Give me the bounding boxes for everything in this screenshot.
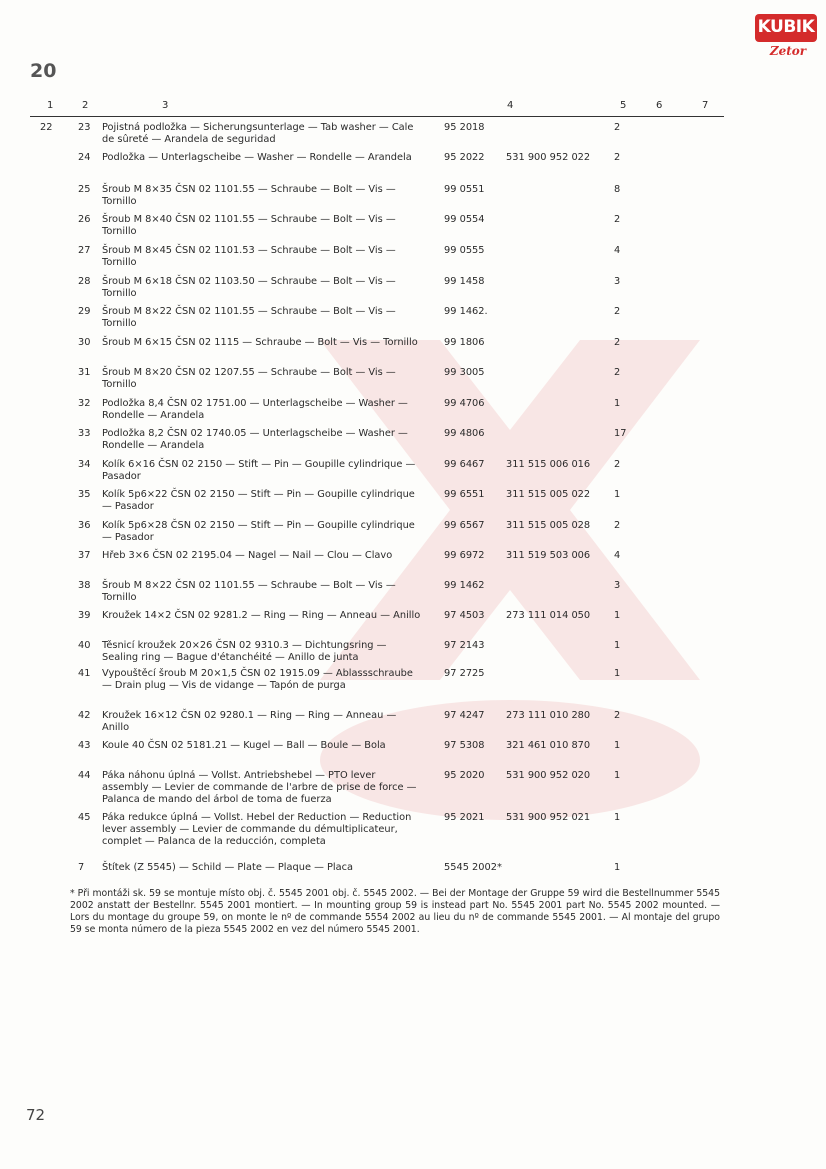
quantity: 2 <box>614 152 621 163</box>
quantity: 4 <box>614 550 621 561</box>
order-number: 99 3005 <box>444 367 485 378</box>
catalog-number: 273 111 010 280 <box>506 710 591 721</box>
order-number: 99 6551 <box>444 489 485 500</box>
part-description: Těsnicí kroužek 20×26 ČSN 02 9310.3 — Dichtungsring — Sealing ring — Bague d'étanchéité — Anillo de junta <box>102 640 387 663</box>
page-number-bottom: 72 <box>26 1106 46 1124</box>
position-number: 45 <box>78 812 91 823</box>
column-header-3: 3 <box>162 100 169 111</box>
position-number: 41 <box>78 668 91 679</box>
quantity: 1 <box>614 610 621 621</box>
quantity: 3 <box>614 276 621 287</box>
column-header-7: 7 <box>702 100 709 111</box>
order-number: 95 2020 <box>444 770 485 781</box>
part-description: Kolík 5p6×22 ČSN 02 2150 — Stift — Pin — Goupille cylindrique — Pasador <box>102 489 415 512</box>
position-number: 33 <box>78 428 91 439</box>
position-number: 37 <box>78 550 91 561</box>
quantity: 1 <box>614 398 621 409</box>
part-description: Šroub M 8×35 ČSN 02 1101.55 — Schraube — Bolt — Vis — Tornillo <box>102 184 396 207</box>
column-header-1: 1 <box>47 100 54 111</box>
order-number: 99 0555 <box>444 245 485 256</box>
order-number: 99 0551 <box>444 184 485 195</box>
position-number: 32 <box>78 398 91 409</box>
catalog-number: 311 515 005 028 <box>506 520 591 531</box>
quantity: 1 <box>614 770 621 781</box>
quantity: 1 <box>614 668 621 679</box>
position-number: 27 <box>78 245 91 256</box>
column-header <box>0 100 826 116</box>
part-description: Šroub M 8×22 ČSN 02 1101.55 — Schraube — Bolt — Vis — Tornillo <box>102 306 396 329</box>
catalog-number: 321 461 010 870 <box>506 740 591 751</box>
quantity: 1 <box>614 640 621 651</box>
quantity: 2 <box>614 459 621 470</box>
position-number: 29 <box>78 306 91 317</box>
header-rule <box>30 116 724 117</box>
part-description: Podložka — Unterlagscheibe — Washer — Rondelle — Arandela <box>102 152 412 163</box>
order-number: 95 2022 <box>444 152 485 163</box>
part-description: Podložka 8,4 ČSN 02 1751.00 — Unterlagscheibe — Washer — Rondelle — Arandela <box>102 398 408 421</box>
part-description: Pojistná podložka — Sicherungsunterlage — Tab washer — Cale de sûreté — Arandela de seguridad <box>102 122 414 145</box>
position-number: 36 <box>78 520 91 531</box>
position-number: 34 <box>78 459 91 470</box>
column-header-6: 6 <box>656 100 663 111</box>
part-description: Hřeb 3×6 ČSN 02 2195.04 — Nagel — Nail — Clou — Clavo <box>102 550 393 561</box>
order-number: 95 2021 <box>444 812 485 823</box>
position-number: 25 <box>78 184 91 195</box>
catalog-number: 273 111 014 050 <box>506 610 591 621</box>
order-number: 99 0554 <box>444 214 485 225</box>
quantity: 8 <box>614 184 621 195</box>
part-description: Šroub M 8×20 ČSN 02 1207.55 — Schraube — Bolt — Vis — Tornillo <box>102 367 396 390</box>
position-number: 30 <box>78 337 91 348</box>
column-header-5: 5 <box>620 100 627 111</box>
position-number: 42 <box>78 710 91 721</box>
quantity: 17 <box>614 428 627 439</box>
position-number: 38 <box>78 580 91 591</box>
catalog-number: 311 519 503 006 <box>506 550 591 561</box>
order-number: 99 6972 <box>444 550 485 561</box>
position-number: 23 <box>78 122 91 133</box>
part-description: Šroub M 6×18 ČSN 02 1103.50 — Schraube — Bolt — Vis — Tornillo <box>102 276 396 299</box>
catalog-number: 531 900 952 021 <box>506 812 591 823</box>
footnote: * Při montáži sk. 59 se montuje místo obj. č. 5545 2001 obj. č. 5545 2002. — Bei der Montage der Gruppe 59 wird die Bestellnummer 5545 2002 anstatt der Bestellnr. 5545 2001 montiert. — In mounting group 59 is instead part No. 5545 2001 part No. 5545 2002 mounted. — Lors du montage du groupe 59, on monte le nº de commande 5554 2002 au lieu du nº de commande 5545 2001. — Al montaje del grupo 59 se monta número de la pieza 5545 2002 en vez del número 5545 2001. <box>70 888 720 935</box>
quantity: 1 <box>614 862 621 873</box>
position-number: 24 <box>78 152 91 163</box>
part-description: Kolík 5p6×28 ČSN 02 2150 — Stift — Pin — Goupille cylindrique — Pasador <box>102 520 415 543</box>
order-number: 97 2143 <box>444 640 485 651</box>
page-number-top: 20 <box>30 60 57 82</box>
order-number: 97 5308 <box>444 740 485 751</box>
group-number: 22 <box>40 122 53 133</box>
order-number: 99 6567 <box>444 520 485 531</box>
order-number: 97 4503 <box>444 610 485 621</box>
column-header-4: 4 <box>507 100 514 111</box>
part-description: Koule 40 ČSN 02 5181.21 — Kugel — Ball — Boule — Bola <box>102 740 386 751</box>
part-description: Podložka 8,2 ČSN 02 1740.05 — Unterlagscheibe — Washer — Rondelle — Arandela <box>102 428 408 451</box>
part-description: Šroub M 8×22 ČSN 02 1101.55 — Schraube — Bolt — Vis — Tornillo <box>102 580 396 603</box>
quantity: 4 <box>614 245 621 256</box>
order-number: 99 1462. <box>444 306 488 317</box>
position-number: 28 <box>78 276 91 287</box>
catalog-number: 531 900 952 022 <box>506 152 591 163</box>
order-number: 99 1462 <box>444 580 485 591</box>
catalog-number: 311 515 006 016 <box>506 459 591 470</box>
order-number: 99 6467 <box>444 459 485 470</box>
order-number: 97 4247 <box>444 710 485 721</box>
part-description: Vypouštěcí šroub M 20×1,5 ČSN 02 1915.09 — Ablassschraube — Drain plug — Vis de vidange — Tapón de purga <box>102 668 413 691</box>
part-description: Kroužek 16×12 ČSN 02 9280.1 — Ring — Ring — Anneau — Anillo <box>102 710 397 733</box>
quantity: 1 <box>614 740 621 751</box>
quantity: 2 <box>614 520 621 531</box>
part-description: Kolík 6×16 ČSN 02 2150 — Stift — Pin — Goupille cylindrique — Pasador <box>102 459 416 482</box>
order-number: 95 2018 <box>444 122 485 133</box>
quantity: 1 <box>614 489 621 500</box>
order-number: 99 1458 <box>444 276 485 287</box>
order-number: 99 4806 <box>444 428 485 439</box>
part-description: Páka redukce úplná — Vollst. Hebel der Reduction — Reduction lever assembly — Levier de commande du démultiplicateur, complet — Palanca de la reducción, completa <box>102 812 412 847</box>
position-number: 35 <box>78 489 91 500</box>
position-number: 44 <box>78 770 91 781</box>
catalog-number: 311 515 005 022 <box>506 489 591 500</box>
order-number: 5545 2002* <box>444 862 502 873</box>
order-number: 99 4706 <box>444 398 485 409</box>
logo-text: KUBIK <box>757 17 815 37</box>
position-number: 40 <box>78 640 91 651</box>
logo-subtext: Zetor <box>769 44 807 58</box>
order-number: 99 1806 <box>444 337 485 348</box>
position-number: 43 <box>78 740 91 751</box>
quantity: 2 <box>614 367 621 378</box>
part-description: Kroužek 14×2 ČSN 02 9281.2 — Ring — Ring — Anneau — Anillo <box>102 610 421 621</box>
quantity: 2 <box>614 306 621 317</box>
quantity: 2 <box>614 710 621 721</box>
kubik-zetor-logo <box>755 14 817 62</box>
position-number: 7 <box>78 862 85 873</box>
part-description: Šroub M 8×45 ČSN 02 1101.53 — Schraube — Bolt — Vis — Tornillo <box>102 245 396 268</box>
part-description: Šroub M 6×15 ČSN 02 1115 — Schraube — Bolt — Vis — Tornillo <box>102 337 418 348</box>
catalog-number: 531 900 952 020 <box>506 770 591 781</box>
position-number: 39 <box>78 610 91 621</box>
quantity: 1 <box>614 812 621 823</box>
quantity: 2 <box>614 122 621 133</box>
position-number: 31 <box>78 367 91 378</box>
order-number: 97 2725 <box>444 668 485 679</box>
quantity: 3 <box>614 580 621 591</box>
part-description: Páka náhonu úplná — Vollst. Antriebshebel — PTO lever assembly — Levier de commande de l'arbre de prise de force — Palanca de mando del árbol de toma de fuerza <box>102 770 417 805</box>
part-description: Štítek (Z 5545) — Schild — Plate — Plaque — Placa <box>102 862 354 873</box>
quantity: 2 <box>614 214 621 225</box>
part-description: Šroub M 8×40 ČSN 02 1101.55 — Schraube — Bolt — Vis — Tornillo <box>102 214 396 237</box>
column-header-2: 2 <box>82 100 89 111</box>
position-number: 26 <box>78 214 91 225</box>
quantity: 2 <box>614 337 621 348</box>
